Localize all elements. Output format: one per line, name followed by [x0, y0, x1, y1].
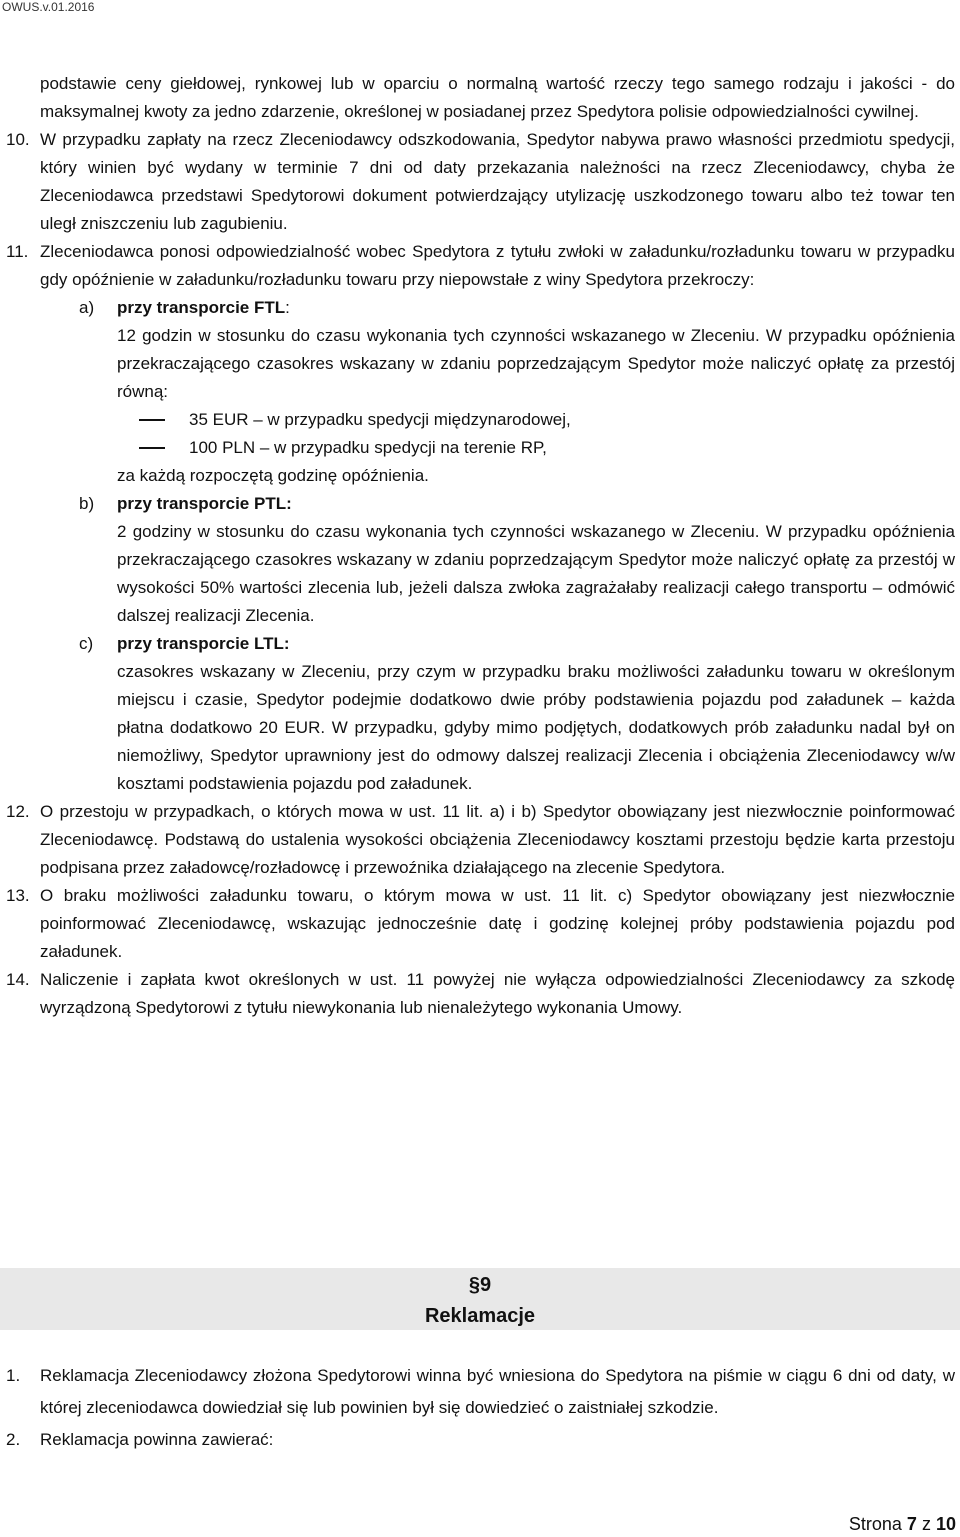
sub-letter: b)	[79, 494, 95, 513]
item-text: Reklamacja powinna zawierać:	[40, 1430, 274, 1449]
sub-item-c	[79, 630, 955, 798]
item-text: O braku możliwości załadunku towaru, o którym mowa w ust. 11 lit. c) Spedytor obowiązany jest niezwłocznie poinformować Zleceniodawcę, wskazując jednocześnie datę i godzinę kolejnej próby podstawienia pojazdu pod załadunek.	[40, 886, 955, 961]
sub-title-colon: :	[285, 298, 290, 317]
page-total: 10	[935, 1514, 956, 1534]
item-text: W przypadku zapłaty na rzecz Zleceniodawcy odszkodowania, Spedytor nabywa prawo własności przedmiotu spedycji, który winien być wydany w terminie 7 dni od daty przekazania należności na rzecz Zleceniodawcy, chyba że Zleceniodawca przedstawi Spedytorowi dokument potwierdzający utylizację uszkodzonego towaru albo też towar ten uległ zniszczeniu lub zagubieniu.	[40, 130, 955, 233]
page-of-label: z	[921, 1514, 931, 1534]
claim-item-1	[6, 1360, 955, 1424]
page-number: 7	[906, 1514, 917, 1534]
item-14	[6, 966, 955, 1022]
sub-text: czasokres wskazany w Zleceniu, przy czym w przypadku braku możliwości załadunku towaru w określonym miejscu i czasie, Spedytor podejmie dodatkowo dwie próby podstawienia pojazdu pod załadunek – każda płatna dodatkowo 20 EUR. W przypadku, gdyby mimo podjętych, dodatkowych prób załadunku nadal był on niemożliwy, Spedytor uprawniony jest do odmowy dalszej realizacji Zlecenia i obciążenia Zleceniodawcy w/w kosztami podstawienia pojazdu pod załadunek.	[117, 662, 955, 793]
sub-title: przy transporcie PTL:	[117, 494, 292, 513]
sub-text: 12 godzin w stosunku do czasu wykonania tych czynności wskazanego w Zleceniu. W przypadku opóźnienia przekraczającego czasokres wskazany w zdaniu poprzedzającym Spedytor może naliczyć opłatę za przestój równą:	[117, 326, 955, 401]
page-label: Strona	[848, 1514, 902, 1534]
sub-item-b	[79, 490, 955, 630]
document-body	[6, 70, 955, 1022]
intro-paragraph: podstawie ceny giełdowej, rynkowej lub w oparciu o normalną wartość rzeczy tego samego rodzaju i jakości - do maksymalnej kwoty za jedno zdarzenie, określonej w posiadanej przez Spedytora polisie odpowiedzialności cywilnej.	[40, 74, 955, 121]
sub-title: przy transporcie LTL:	[117, 634, 290, 653]
item-number: 13.	[6, 886, 30, 905]
sub-item-a	[79, 294, 955, 490]
sub-letter: c)	[79, 634, 94, 653]
item-10	[6, 126, 955, 238]
item-text: Zleceniodawca ponosi odpowiedzialność wobec Spedytora z tytułu zwłoki w załadunku/rozładunku towaru w przypadku gdy opóźnienie w załadunku/rozładunku towaru przy niepowstałe z winy Spedytora przekroczy:	[40, 242, 955, 289]
section-header	[0, 1270, 960, 1332]
item-11	[6, 238, 955, 798]
sub-text: 2 godziny w stosunku do czasu wykonania tych czynności wskazanego w Zleceniu. W przypadku opóźnienia przekraczającego czasokres wskazany w zdaniu poprzedzającym Spedytor może naliczyć opłatę za przestój w wysokości 50% wartości zlecenia lub, jeżeli dalsza zwłoka zagrażałaby realizacji całego transportu – odmówić dalszej realizacji Zlecenia.	[117, 522, 955, 625]
section-title: Reklamacje	[424, 1305, 536, 1327]
item-number: 11.	[6, 242, 29, 261]
section-number: §9	[468, 1274, 492, 1296]
item-text: Naliczenie i zapłata kwot określonych w ust. 11 powyżej nie wyłącza odpowiedzialności Zleceniodawcy za szkodę wyrządzoną Spedytorowi z tytułu niewykonania lub nienależytego wykonania Umowy.	[40, 970, 955, 1017]
item-text: O przestoju w przypadkach, o których mowa w ust. 11 lit. a) i b) Spedytor obowiązany jest niezwłocznie poinformować Zleceniodawcę. Podstawą do ustalenia wysokości obciążenia Zleceniodawcy kosztami przestoju będzie karta przestoju podpisana przez załadowcę/rozładowcę i przewoźnika działającego na zlecenie Spedytora.	[40, 802, 955, 877]
item-number: 14.	[6, 970, 30, 989]
item-12	[6, 798, 955, 882]
sub-title: przy transporcie FTL	[117, 298, 286, 317]
dash-item: 35 EUR – w przypadku spedycji międzynarodowej,	[117, 406, 955, 434]
item-number: 1.	[6, 1366, 21, 1385]
document-code: OWUS.v.01.2016	[2, 0, 95, 14]
section-body	[6, 1360, 955, 1456]
item-number: 2.	[6, 1430, 21, 1449]
item-13	[6, 882, 955, 966]
item-number: 10.	[6, 130, 30, 149]
item-number: 12.	[6, 802, 30, 821]
page-footer	[849, 1514, 956, 1535]
sub-text: za każdą rozpoczętą godzinę opóźnienia.	[117, 466, 429, 485]
sub-letter: a)	[79, 298, 95, 317]
claim-item-2	[6, 1424, 955, 1456]
item-text: Reklamacja Zleceniodawcy złożona Spedytorowi winna być wniesiona do Spedytora na piśmie w ciągu 6 dni od daty, w której zleceniodawca dowiedział się lub powinien był się dowiedzieć o zaistniałej szkodzie.	[40, 1366, 955, 1417]
dash-item: 100 PLN – w przypadku spedycji na terenie RP,	[117, 434, 955, 462]
sub-list	[79, 294, 955, 798]
